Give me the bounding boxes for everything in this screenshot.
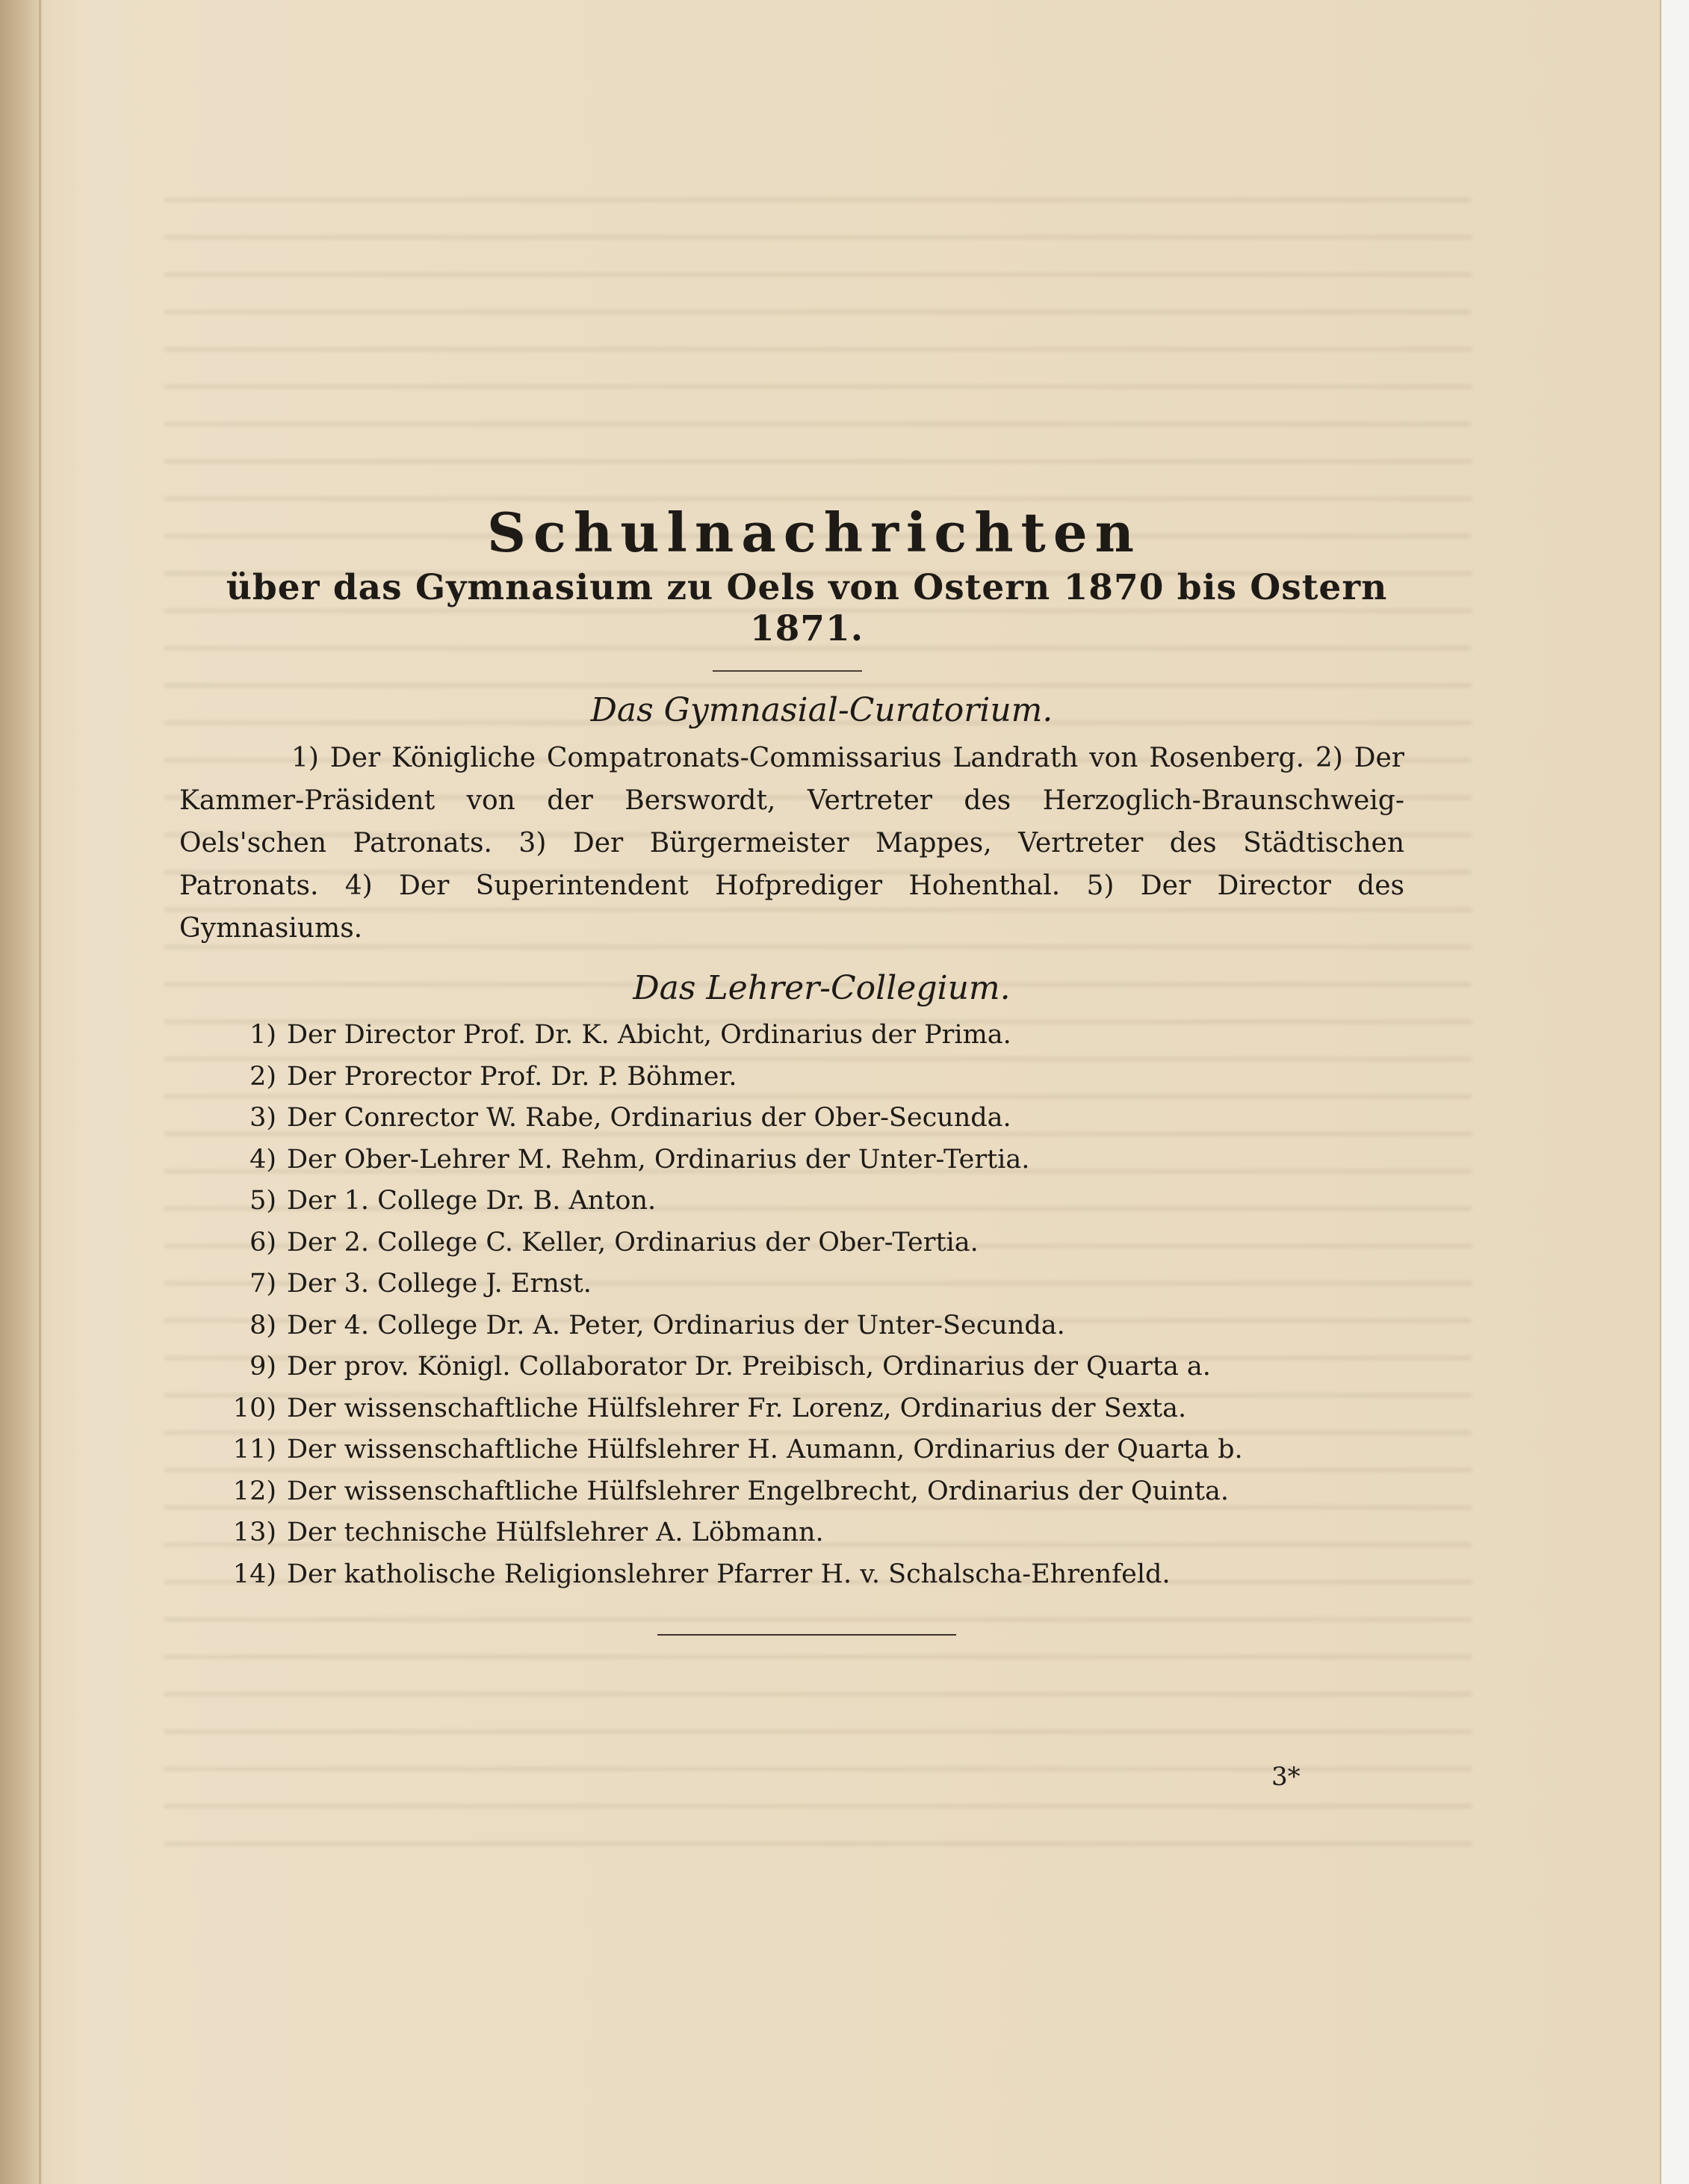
- list-item: 1) Der Director Prof. Dr. K. Abicht, Ordinarius der Prima.: [250, 1020, 1011, 1050]
- curatorium-heading: Das Gymnasial-Curatorium.: [590, 691, 1053, 729]
- collegium-heading: Das Lehrer-Collegium.: [633, 969, 1011, 1007]
- list-item: 11) Der wissenschaftliche Hülfslehrer H. Aumann, Ordinarius der Quarta b.: [232, 1435, 1243, 1464]
- spine-edge: [39, 0, 41, 2184]
- list-item: 6) Der 2. College C. Keller, Ordinarius der Ober-Tertia.: [250, 1227, 979, 1257]
- list-item: 7) Der 3. College J. Ernst.: [250, 1269, 592, 1299]
- list-item: 9) Der prov. Königl. Collaborator Dr. Preibisch, Ordinarius der Quarta a.: [250, 1352, 1211, 1382]
- closing-divider: [657, 1634, 956, 1636]
- curatorium-paragraph: [179, 737, 1404, 950]
- list-item: 8) Der 4. College Dr. A. Peter, Ordinarius der Unter-Secunda.: [250, 1310, 1065, 1340]
- signature-mark: 3*: [1271, 1762, 1301, 1792]
- page-gutter: [0, 0, 45, 2184]
- title-divider: [713, 670, 862, 672]
- list-item: 2) Der Prorector Prof. Dr. P. Böhmer.: [250, 1061, 737, 1092]
- teacher-list: [179, 1015, 1404, 1595]
- list-item: 12) Der wissenschaftliche Hülfslehrer Engelbrecht, Ordinarius der Quinta.: [232, 1476, 1229, 1506]
- curatorium-text: 1) Der Königliche Compatronats-Commissarius Landrath von Rosenberg. 2) Der Kammer-Präsident von der Berswordt, Vertreter des Herzoglich-Braunschweig-Oels'schen Patronats. 3) Der Bürgermeister Mappes, Vertreter des Städtischen Patronats. 4) Der Superintendent Hofprediger Hohenthal. 5) Der Director des Gymnasiums.: [179, 743, 1404, 944]
- list-item: 14) Der katholische Religionslehrer Pfarrer H. v. Schalscha-Ehrenfeld.: [232, 1559, 1171, 1589]
- page-content: [179, 501, 1404, 1595]
- page-subtitle: über das Gymnasium zu Oels von Ostern 1870 bis Ostern 1871.: [226, 567, 1388, 649]
- list-item: 5) Der 1. College Dr. B. Anton.: [250, 1186, 657, 1216]
- page-title: Schulnachrichten: [487, 501, 1141, 564]
- list-item: 3) Der Conrector W. Rabe, Ordinarius der Ober-Secunda.: [250, 1103, 1011, 1133]
- list-item: 13) Der technische Hülfslehrer A. Löbmann.: [232, 1518, 824, 1547]
- list-item: 10) Der wissenschaftliche Hülfslehrer Fr. Lorenz, Ordinarius der Sexta.: [232, 1393, 1187, 1423]
- list-item: 4) Der Ober-Lehrer M. Rehm, Ordinarius der Unter-Tertia.: [250, 1144, 1030, 1175]
